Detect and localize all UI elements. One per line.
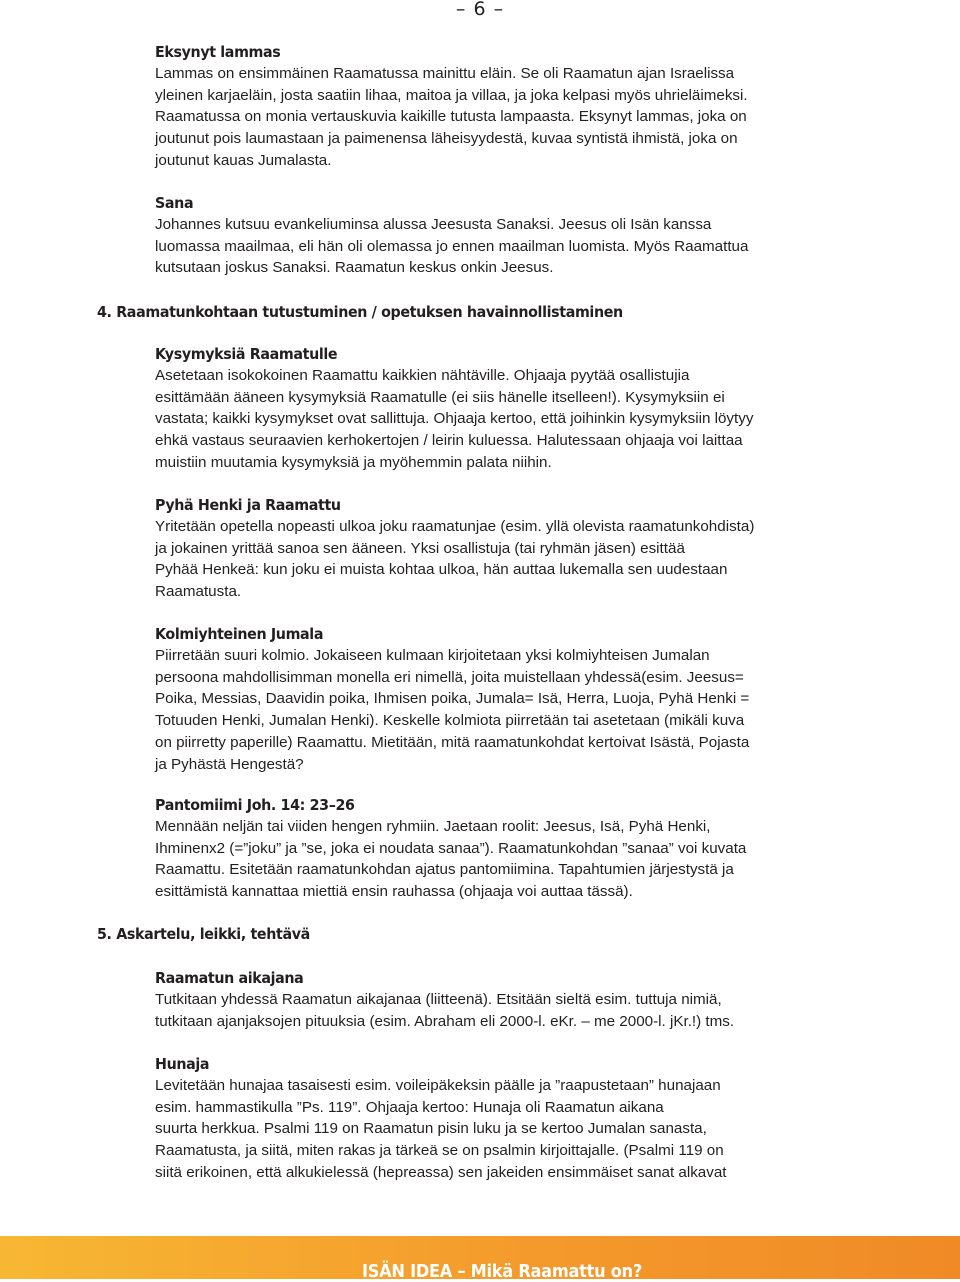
text-line: Mennään neljän tai viiden hengen ryhmiin. Jaetaan roolit: Jeesus, Isä, Pyhä Henki, <box>155 818 711 835</box>
section-heading: Sana <box>155 194 194 212</box>
section-heading: Pantomiimi Joh. 14: 23–26 <box>155 796 355 814</box>
footer-title: ISÄN IDEA – Mikä Raamattu on? <box>362 1261 642 1282</box>
text-line: Levitetään hunajaa tasaisesti esim. voileipäkeksin päälle ja ”raapustetaan” hunajaan <box>155 1077 721 1094</box>
section-body <box>155 63 845 172</box>
text-line: Raamatusta. <box>155 583 242 601</box>
section-sana <box>155 192 845 279</box>
text-line: muistiin muutamia kysymyksiä ja myöhemmin palata niihin. <box>155 453 552 471</box>
section-kysymyksia-raamatulle <box>155 343 845 474</box>
section-hunaja <box>155 1053 845 1184</box>
text-line: Lammas on ensimmäinen Raamatussa mainittu eläin. Se oli Raamatun ajan Israelissa <box>155 65 735 82</box>
section-5-heading: 5. Askartelu, leikki, tehtävä <box>97 925 310 943</box>
section-heading: Raamatun aikajana <box>155 969 304 987</box>
text-line: Piirretään suuri kolmio. Jokaiseen kulmaan kirjoitetaan yksi kolmiyhteisen Jumalan <box>155 647 710 664</box>
section-body <box>155 1075 845 1184</box>
footer-bar <box>0 1236 960 1282</box>
text-line: tutkitaan ajanjaksojen pituuksia (esim. Abraham eli 2000-l. eKr. – me 2000-l. jKr.!) tms. <box>155 1012 735 1030</box>
text-line: Poika, Messias, Daavidin poika, Ihmisen poika, Jumala= Isä, Herra, Luoja, Pyhä Henki = <box>155 690 750 708</box>
text-line: kutsutaan joskus Sanaksi. Raamatun keskus onkin Jeesus. <box>155 259 554 277</box>
text-line: joutunut kauas Jumalasta. <box>155 151 332 169</box>
page-number: – 6 – <box>455 0 505 20</box>
text-line: ja Pyhästä Hengestä? <box>155 755 304 773</box>
text-line: on piirretty paperille) Raamattu. Mietitään, mitä raamatunkohdat kertoivat Isästä, Pojasta <box>155 733 750 751</box>
text-line: ehkä vastaus seuraavien kerhokertojen / leirin kuluessa. Halutessaan ohjaaja voi laittaa <box>155 432 743 450</box>
section-heading: Kolmiyhteinen Jumala <box>155 625 324 643</box>
text-line: Pyhää Henkeä: kun joku ei muista kohtaa ulkoa, hän auttaa lukemalla sen uudestaan <box>155 561 728 579</box>
text-line: esim. hammastikulla ”Ps. 119”. Ohjaaja kertoo: Hunaja oli Raamatun aikana <box>155 1098 664 1116</box>
text-line: Johannes kutsuu evankeliuminsa alussa Jeesusta Sanaksi. Jeesus oli Isän kanssa <box>155 216 712 233</box>
section-heading: Hunaja <box>155 1055 210 1073</box>
section-kolmiyhteinen-jumala <box>155 623 845 775</box>
section-raamatun-aikajana <box>155 967 845 1032</box>
text-line: vastata; kaikki kysymykset ovat sallittuja. Ohjaaja kertoo, että joihinkin kysymyksiin löytyy <box>155 410 754 428</box>
section-heading: Kysymyksiä Raamatulle <box>155 345 338 363</box>
section-eksynyt-lammas <box>155 41 845 172</box>
text-line: luomassa maailmaa, eli hän oli olemassa jo ennen maailman luomista. Myös Raamattua <box>155 237 749 255</box>
section-pyha-henki <box>155 494 845 603</box>
text-line: esittämään ääneen kysymyksiä Raamatulle (ei siis hänelle itselleen!). Kysymyksiin ei <box>155 388 725 406</box>
text-line: siitä erikoinen, että alkukielessä (hepreassa) sen jakeiden ensimmäiset sanat alkavat <box>155 1163 727 1181</box>
section-body <box>155 816 845 903</box>
text-line: persoona mahdollisimman monella eri nimellä, joita muistellaan yhdessä(esim. Jeesus= <box>155 668 744 686</box>
section-4-heading: 4. Raamatunkohtaan tutustuminen / opetuksen havainnollistaminen <box>97 303 623 321</box>
section-pantomiimi <box>155 794 845 903</box>
section-body <box>155 645 845 775</box>
text-line: Ihminenx2 (=”joku” ja ”se, joka ei noudata sanaa”). Raamatunkohdan ”sanaa” voi kuvata <box>155 839 747 857</box>
text-line: yleinen karjaeläin, josta saatiin lihaa, maitoa ja villaa, ja joka kelpasi myös uhrieläimeksi. <box>155 86 748 104</box>
text-line: Raamatussa on monia vertauskuvia kaikille tutusta lampaasta. Eksynyt lammas, joka on <box>155 108 747 126</box>
text-line: Yritetään opetella nopeasti ulkoa joku raamatunjae (esim. yllä olevista raamatunkohdista) <box>155 518 755 535</box>
text-line: Raamatusta, ja siitä, miten rakas ja tärkeä se on psalmin kirjoittajalle. (Psalmi 119 on <box>155 1142 724 1160</box>
text-line: suurta herkkua. Psalmi 119 on Raamatun pisin luku ja se kertoo Jumalan sanasta, <box>155 1120 707 1138</box>
section-heading: Pyhä Henki ja Raamattu <box>155 496 341 514</box>
text-line: joutunut pois laumastaan ja paimenensa läheisyydestä, kuvaa syntistä ihmistä, joka on <box>155 130 738 148</box>
section-body <box>155 365 845 474</box>
section-body <box>155 516 845 603</box>
section-body <box>155 214 845 279</box>
text-line: esittämistä kannattaa miettiä ensin rauhassa (ohjaaja voi auttaa tässä). <box>155 883 633 901</box>
text-line: ja jokainen yrittää sanoa sen ääneen. Yksi osallistuja (tai ryhmän jäsen) esittää <box>155 539 685 557</box>
section-body <box>155 989 845 1032</box>
text-line: Tutkitaan yhdessä Raamatun aikajanaa (liitteenä). Etsitään sieltä esim. tuttuja nimiä, <box>155 991 722 1008</box>
text-line: Totuuden Henki, Jumalan Henki). Keskelle kolmiota piirretään tai asetetaan (mikäli kuva <box>155 712 745 730</box>
text-line: Asetetaan isokokoinen Raamattu kaikkien nähtäville. Ohjaaja pyytää osallistujia <box>155 367 690 384</box>
section-heading: Eksynyt lammas <box>155 43 281 61</box>
text-line: Raamattu. Esitetään raamatunkohdan ajatus pantomiimina. Tapahtumien järjestystä ja <box>155 861 734 879</box>
